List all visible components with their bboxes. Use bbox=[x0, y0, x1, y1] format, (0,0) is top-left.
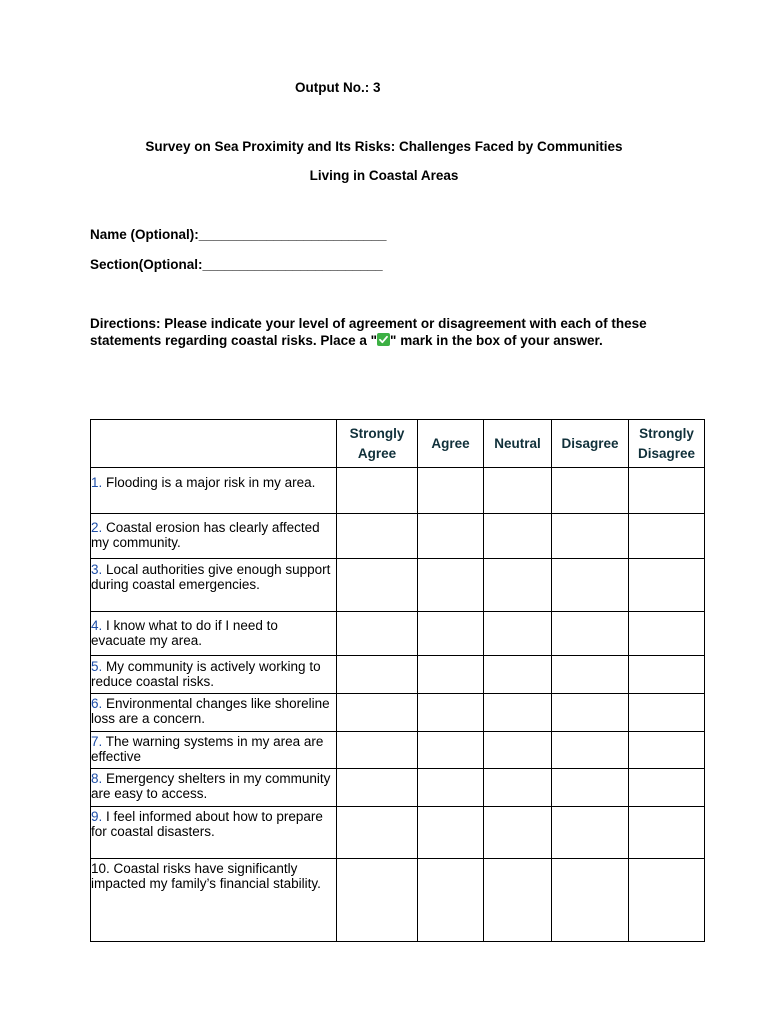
statement-text: Flooding is a major risk in my area. bbox=[102, 475, 316, 490]
answer-box-neutral[interactable] bbox=[484, 731, 552, 768]
statement-text: I feel informed about how to prepare for coastal disasters. bbox=[91, 808, 323, 839]
directions-text bbox=[90, 315, 690, 349]
answer-box-agree[interactable] bbox=[418, 694, 484, 731]
answer-box-neutral[interactable] bbox=[484, 514, 552, 559]
statement-cell bbox=[91, 559, 337, 612]
answer-box-disagree[interactable] bbox=[552, 806, 629, 858]
answer-box-disagree[interactable] bbox=[552, 731, 629, 768]
statement-number: 3. bbox=[91, 562, 103, 578]
answer-box-strongly-agree[interactable] bbox=[337, 559, 418, 612]
survey-table bbox=[90, 419, 705, 942]
answer-box-disagree[interactable] bbox=[552, 694, 629, 731]
answer-box-strongly-agree[interactable] bbox=[337, 858, 418, 941]
answer-box-disagree[interactable] bbox=[552, 612, 629, 656]
statement-number: 1. bbox=[91, 475, 103, 490]
answer-box-strongly-agree[interactable] bbox=[337, 612, 418, 656]
statement-text: Local authorities give enough support during coastal emergencies. bbox=[91, 562, 331, 593]
answer-box-strongly-agree[interactable] bbox=[337, 514, 418, 559]
statement-cell bbox=[91, 768, 337, 806]
answer-box-neutral[interactable] bbox=[484, 656, 552, 694]
answer-box-strongly-disagree[interactable] bbox=[629, 731, 705, 768]
statement-text: Environmental changes like shoreline loss are a concern. bbox=[91, 696, 330, 727]
answer-box-agree[interactable] bbox=[418, 806, 484, 858]
answer-box-neutral[interactable] bbox=[484, 806, 552, 858]
answer-box-strongly-disagree[interactable] bbox=[629, 656, 705, 694]
survey-title-line-2: Living in Coastal Areas bbox=[309, 168, 459, 183]
answer-box-disagree[interactable] bbox=[552, 768, 629, 806]
directions-before: Directions: Please indicate your level of agreement or disagreement with each of these statements regarding coastal risks. Place a " bbox=[90, 316, 647, 348]
answer-box-strongly-disagree[interactable] bbox=[629, 806, 705, 858]
table-row bbox=[91, 858, 705, 941]
directions-after: " mark in the box of your answer. bbox=[390, 333, 603, 348]
output-number: Output No.: 3 bbox=[295, 80, 381, 95]
answer-box-agree[interactable] bbox=[418, 768, 484, 806]
statement-cell bbox=[91, 731, 337, 768]
answer-box-agree[interactable] bbox=[418, 514, 484, 559]
statement-cell bbox=[91, 656, 337, 694]
statement-text: 10. Coastal risks have significantly impacted my family’s financial stability. bbox=[91, 860, 321, 891]
statement-number: 7. bbox=[91, 733, 103, 749]
answer-box-neutral[interactable] bbox=[484, 468, 552, 514]
answer-box-strongly-agree[interactable] bbox=[337, 806, 418, 858]
statement-text: The warning systems in my area are effective bbox=[91, 733, 324, 764]
statement-text: My community is actively working to reduce coastal risks. bbox=[91, 659, 321, 690]
col-header-disagree: Disagree bbox=[552, 420, 629, 468]
survey-title-line-1: Survey on Sea Proximity and Its Risks: Challenges Faced by Communities bbox=[145, 139, 623, 154]
table-row bbox=[91, 694, 705, 731]
statement-text: Coastal erosion has clearly affected my community. bbox=[91, 520, 320, 551]
table-row bbox=[91, 514, 705, 559]
table-row bbox=[91, 656, 705, 694]
table-row bbox=[91, 768, 705, 806]
check-mark-icon bbox=[377, 333, 390, 346]
answer-box-disagree[interactable] bbox=[552, 858, 629, 941]
answer-box-strongly-disagree[interactable] bbox=[629, 559, 705, 612]
statement-cell bbox=[91, 514, 337, 559]
answer-box-disagree[interactable] bbox=[552, 656, 629, 694]
statement-number: 8. bbox=[91, 770, 103, 786]
statement-number: 9. bbox=[91, 808, 103, 824]
answer-box-strongly-agree[interactable] bbox=[337, 768, 418, 806]
answer-box-strongly-disagree[interactable] bbox=[629, 858, 705, 941]
answer-box-disagree[interactable] bbox=[552, 514, 629, 559]
table-row bbox=[91, 468, 705, 514]
answer-box-strongly-agree[interactable] bbox=[337, 731, 418, 768]
answer-box-disagree[interactable] bbox=[552, 468, 629, 514]
statement-number: 6. bbox=[91, 696, 103, 712]
answer-box-neutral[interactable] bbox=[484, 858, 552, 941]
answer-box-strongly-disagree[interactable] bbox=[629, 514, 705, 559]
statement-header bbox=[91, 420, 337, 468]
table-row bbox=[91, 731, 705, 768]
answer-box-strongly-disagree[interactable] bbox=[629, 768, 705, 806]
answer-box-strongly-disagree[interactable] bbox=[629, 612, 705, 656]
col-header-strongly-disagree: Strongly Disagree bbox=[629, 420, 705, 468]
answer-box-strongly-agree[interactable] bbox=[337, 468, 418, 514]
answer-box-disagree[interactable] bbox=[552, 559, 629, 612]
answer-box-strongly-disagree[interactable] bbox=[629, 694, 705, 731]
answer-box-neutral[interactable] bbox=[484, 612, 552, 656]
answer-box-strongly-agree[interactable] bbox=[337, 694, 418, 731]
statement-cell bbox=[91, 858, 337, 941]
statement-number: 5. bbox=[91, 659, 103, 675]
table-row bbox=[91, 612, 705, 656]
section-field: Section(Optional:________________________ bbox=[90, 257, 383, 272]
col-header-agree: Agree bbox=[418, 420, 484, 468]
table-row bbox=[91, 806, 705, 858]
statement-cell bbox=[91, 694, 337, 731]
answer-box-neutral[interactable] bbox=[484, 694, 552, 731]
col-header-neutral: Neutral bbox=[484, 420, 552, 468]
statement-number: 4. bbox=[91, 618, 103, 634]
answer-box-agree[interactable] bbox=[418, 468, 484, 514]
answer-box-agree[interactable] bbox=[418, 656, 484, 694]
answer-box-agree[interactable] bbox=[418, 731, 484, 768]
name-field: Name (Optional):_________________________ bbox=[90, 227, 387, 242]
answer-box-strongly-agree[interactable] bbox=[337, 656, 418, 694]
statement-cell bbox=[91, 468, 337, 514]
statement-text: I know what to do if I need to evacuate my area. bbox=[91, 618, 278, 649]
table-row bbox=[91, 559, 705, 612]
answer-box-agree[interactable] bbox=[418, 612, 484, 656]
statement-number: 2. bbox=[91, 520, 103, 536]
answer-box-strongly-disagree[interactable] bbox=[629, 468, 705, 514]
col-header-strongly-agree: Strongly Agree bbox=[337, 420, 418, 468]
statement-cell bbox=[91, 612, 337, 656]
answer-box-neutral[interactable] bbox=[484, 559, 552, 612]
table-header-row bbox=[91, 420, 705, 468]
statement-text: Emergency shelters in my community are easy to access. bbox=[91, 770, 331, 801]
answer-box-agree[interactable] bbox=[418, 559, 484, 612]
statement-cell bbox=[91, 806, 337, 858]
answer-box-neutral[interactable] bbox=[484, 768, 552, 806]
answer-box-agree[interactable] bbox=[418, 858, 484, 941]
